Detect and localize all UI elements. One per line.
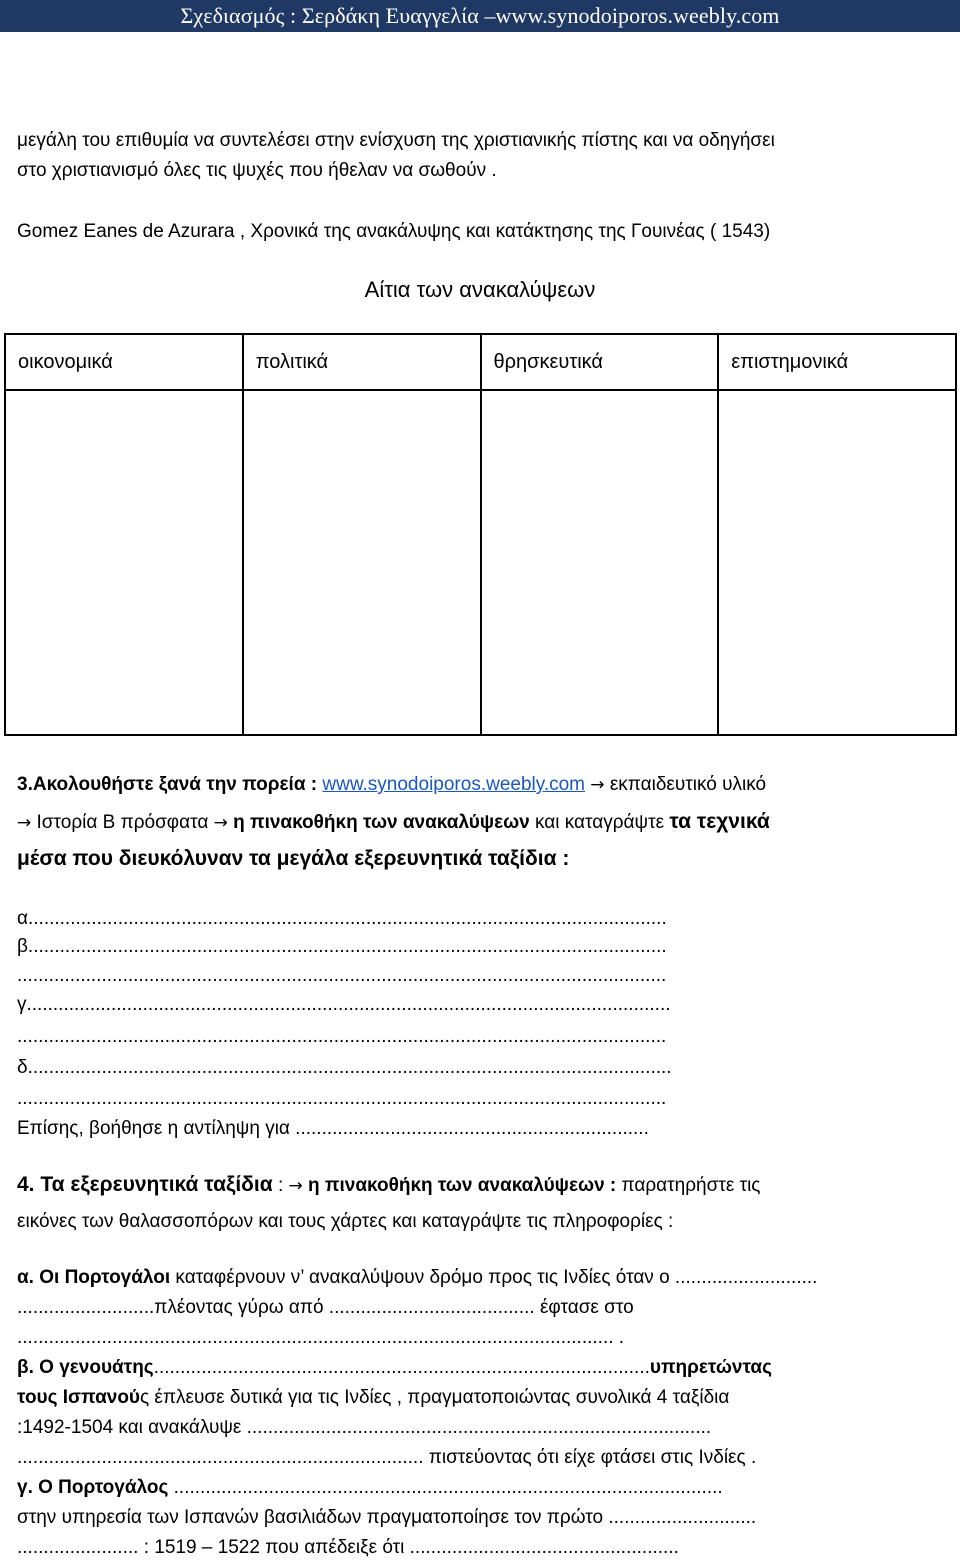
item-b-line-3[interactable]: :1492-1504 και ανακάλυψε ........................................................................................ (17, 1417, 712, 1438)
item-b-serving: υπηρετώντας (649, 1357, 772, 1378)
item-a-text[interactable]: καταφέρνουν ν’ ανακαλύψουν δρόμο προς τις Ινδίες όταν ο ........................... (170, 1267, 818, 1288)
column-religious: θρησκευτικά (481, 334, 719, 390)
answer-line-c-cont[interactable]: ........................................................................................................................... (17, 1026, 667, 1047)
section3-l2-d: τα τεχνικά (669, 810, 770, 833)
item-c-line-2[interactable]: στην υπηρεσία των Ισπανών βασιλιάδων πραγματοποίησε τον πρώτο ............................ (17, 1507, 757, 1528)
section4-gallery: η πινακοθήκη των ανακαλύψεων : (302, 1175, 617, 1196)
section3-l2-c: και καταγράψτε (529, 812, 670, 833)
item-a-line-3[interactable]: ................................................................................................................. . (17, 1327, 625, 1348)
item-c-line-1 (17, 1475, 940, 1501)
column-scientific: επιστημονικά (718, 334, 956, 390)
answer-cell-political[interactable] (243, 390, 481, 735)
item-a-line-2[interactable]: ..........................πλέοντας γύρω από ....................................... έφτασε στο (17, 1297, 634, 1318)
section4-line-1 (17, 1172, 940, 1199)
item-b-label: β. Ο γενουάτης (17, 1357, 154, 1378)
section4-sep: : (272, 1175, 289, 1196)
section3-line-1 (17, 772, 940, 798)
intro-line-2: στο χριστιανισμό όλες τις ψυχές που ήθελαν να σωθούν . (17, 160, 497, 181)
answer-cell-religious[interactable] (481, 390, 719, 735)
item-b-line-1 (17, 1355, 940, 1381)
causes-table (4, 333, 957, 736)
section3-heading: 3.Ακολουθήστε ξανά την πορεία : (17, 774, 323, 795)
causes-title: Αίτια των ανακαλύψεων (364, 277, 596, 302)
source-citation: Gomez Eanes de Azurara , Χρονικά της ανακάλυψης και κατάκτησης της Γουινέας ( 1543) (17, 221, 771, 242)
intro-line-1: μεγάλη του επιθυμία να συντελέσει στην ενίσχυση της χριστιανικής πίστης και να οδηγήσει (17, 130, 775, 151)
arrow-icon: → (17, 813, 32, 833)
arrow-icon: → (288, 1176, 303, 1196)
section4-rest: παρατηρήστε τις (616, 1175, 761, 1196)
answer-line-c[interactable]: γ.......................................................................................................................... (17, 994, 671, 1015)
section3-line-3: μέσα που διευκόλυναν τα μεγάλα εξερευνητικά ταξίδια : (17, 847, 570, 870)
answer-line-b-cont[interactable]: ........................................................................................................................... (17, 965, 667, 986)
section3-l2-a: Ιστορία Β πρόσφατα (31, 812, 214, 833)
item-c-label: γ. Ο Πορτογάλος (17, 1477, 169, 1498)
section3-after-link: εκπαιδευτικό υλικό (604, 774, 767, 795)
column-political: πολιτικά (243, 334, 481, 390)
item-b-blank[interactable]: .............................................................................................. (153, 1357, 650, 1378)
item-b-spaniards: τους Ισπανού (17, 1387, 140, 1408)
section4-line-2: εικόνες των θαλασσοπόρων και τους χάρτες και καταγράψτε τις πληροφορίες : (17, 1211, 674, 1232)
section3-l2-b: η πινακοθήκη των ανακαλύψεων (227, 812, 530, 833)
answer-line-d-cont[interactable]: ........................................................................................................................... (17, 1088, 667, 1109)
site-link[interactable]: www.synodoiporos.weebly.com (322, 774, 586, 795)
answer-line-a[interactable]: α......................................................................................................................... (17, 908, 667, 929)
answer-line-d[interactable]: δ.......................................................................................................................... (17, 1057, 672, 1078)
arrow-icon: → (590, 775, 605, 795)
item-b-line-2 (17, 1385, 940, 1411)
answer-cell-economic[interactable] (5, 390, 243, 735)
item-b-text: ς έπλευσε δυτικά για τις Ινδίες , πραγματοποιώντας συνολικά 4 ταξίδια (139, 1387, 730, 1408)
item-c-line-3[interactable]: ....................... : 1519 – 1522 που απέδειξε ότι ................................................... (17, 1537, 679, 1558)
arrow-icon: → (213, 813, 228, 833)
causes-answer-row (5, 390, 956, 735)
page-header: Σχεδιασμός : Σερδάκη Ευαγγελία –www.synodoiporos.weebly.com (0, 0, 960, 32)
answer-line-b[interactable]: β......................................................................................................................... (17, 936, 667, 957)
answer-line-also[interactable]: Επίσης, βοήθησε η αντίληψη για ................................................................... (17, 1118, 649, 1139)
section3-line-2 (17, 809, 940, 836)
answer-cell-scientific[interactable] (718, 390, 956, 735)
section4-heading: 4. Τα εξερευνητικά ταξίδια (17, 1173, 273, 1196)
causes-header-row (5, 334, 956, 390)
item-a-label: α. Οι Πορτογάλοι (17, 1267, 171, 1288)
column-economic: οικονομικά (5, 334, 243, 390)
item-a-line-1 (17, 1265, 940, 1291)
item-c-blank[interactable]: ........................................................................................................ (168, 1477, 723, 1498)
item-b-line-4[interactable]: ............................................................................. πιστεύοντας ότι είχε φτάσει στις Ινδίες . (17, 1447, 757, 1468)
